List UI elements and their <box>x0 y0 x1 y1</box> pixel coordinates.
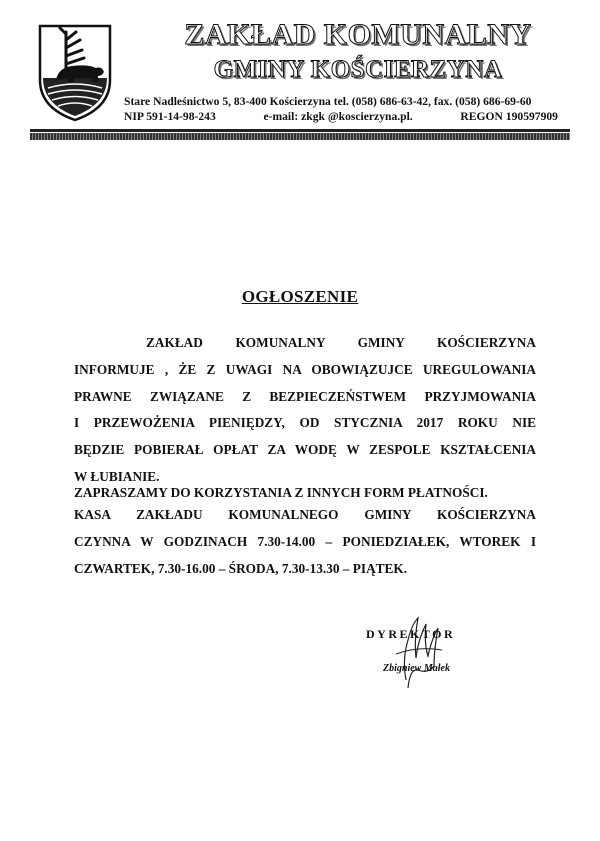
signatory-name: Zbigniew Małek <box>383 663 450 674</box>
coat-of-arms-logo <box>36 22 114 122</box>
paragraph-line: PRAWNE ZWIĄZANE Z BEZPIECZEŃSTWEM PRZYJMOWANIA <box>74 388 536 404</box>
notice-paragraph-2: ZAPRASZAMY DO KORZYSTANIA Z INNYCH FORM PŁATNOŚCI. <box>74 485 488 500</box>
notice-paragraph-1 <box>74 330 536 491</box>
paragraph-line: I PRZEWOŻENIA PIENIĘDZY, OD STYCZNIA 2017 ROKU NIE <box>74 415 536 431</box>
paragraph-line: ZAKŁAD KOMUNALNY GMINY KOŚCIERZYNA <box>146 335 536 350</box>
org-title-line2: GMINY KOŚCIERZYNA <box>213 56 503 83</box>
handwritten-signature <box>388 610 448 694</box>
paragraph-line: INFORMUJE , ŻE Z UWAGI NA OBOWIĄZUJCE UREGULOWANIA <box>74 361 536 377</box>
notice-heading: OGŁOSZENIE <box>241 287 359 306</box>
paragraph-line: KASA ZAKŁADU KOMUNALNEGO GMINY KOŚCIERZYNA <box>74 507 536 522</box>
org-title-line1: ZAKŁAD KOMUNALNY <box>184 18 532 51</box>
header-divider-shaded <box>30 133 570 140</box>
org-address: Stare Nadleśnictwo 5, 83-400 Kościerzyna tel. (058) 686-63-42, fax. (058) 686-69-60 <box>124 95 532 108</box>
paragraph-line: BĘDZIE POBIERAŁ OPŁAT ZA WODĘ W ZESPOLE KSZTAŁCENIA <box>74 442 536 458</box>
notice-paragraph-3 <box>74 502 536 582</box>
paragraph-line: W ŁUBIANIE. <box>74 468 160 484</box>
org-identifiers <box>124 110 558 123</box>
header-divider <box>30 129 570 132</box>
paragraph-line: CZYNNA W GODZINACH 7.30-14.00 – PONIEDZIAŁEK, WTOREK I <box>74 533 536 549</box>
paragraph-line: CZWARTEK, 7.30-16.00 – ŚRODA, 7.30-13.30 – PIĄTEK. <box>74 560 408 576</box>
nip-number: NIP 591-14-98-243 <box>124 110 216 123</box>
email-address: e-mail: zkgk @koscierzyna.pl. <box>263 110 413 123</box>
signatory-role: DYREKTOR <box>366 627 456 641</box>
regon-number: REGON 190597909 <box>460 110 558 123</box>
